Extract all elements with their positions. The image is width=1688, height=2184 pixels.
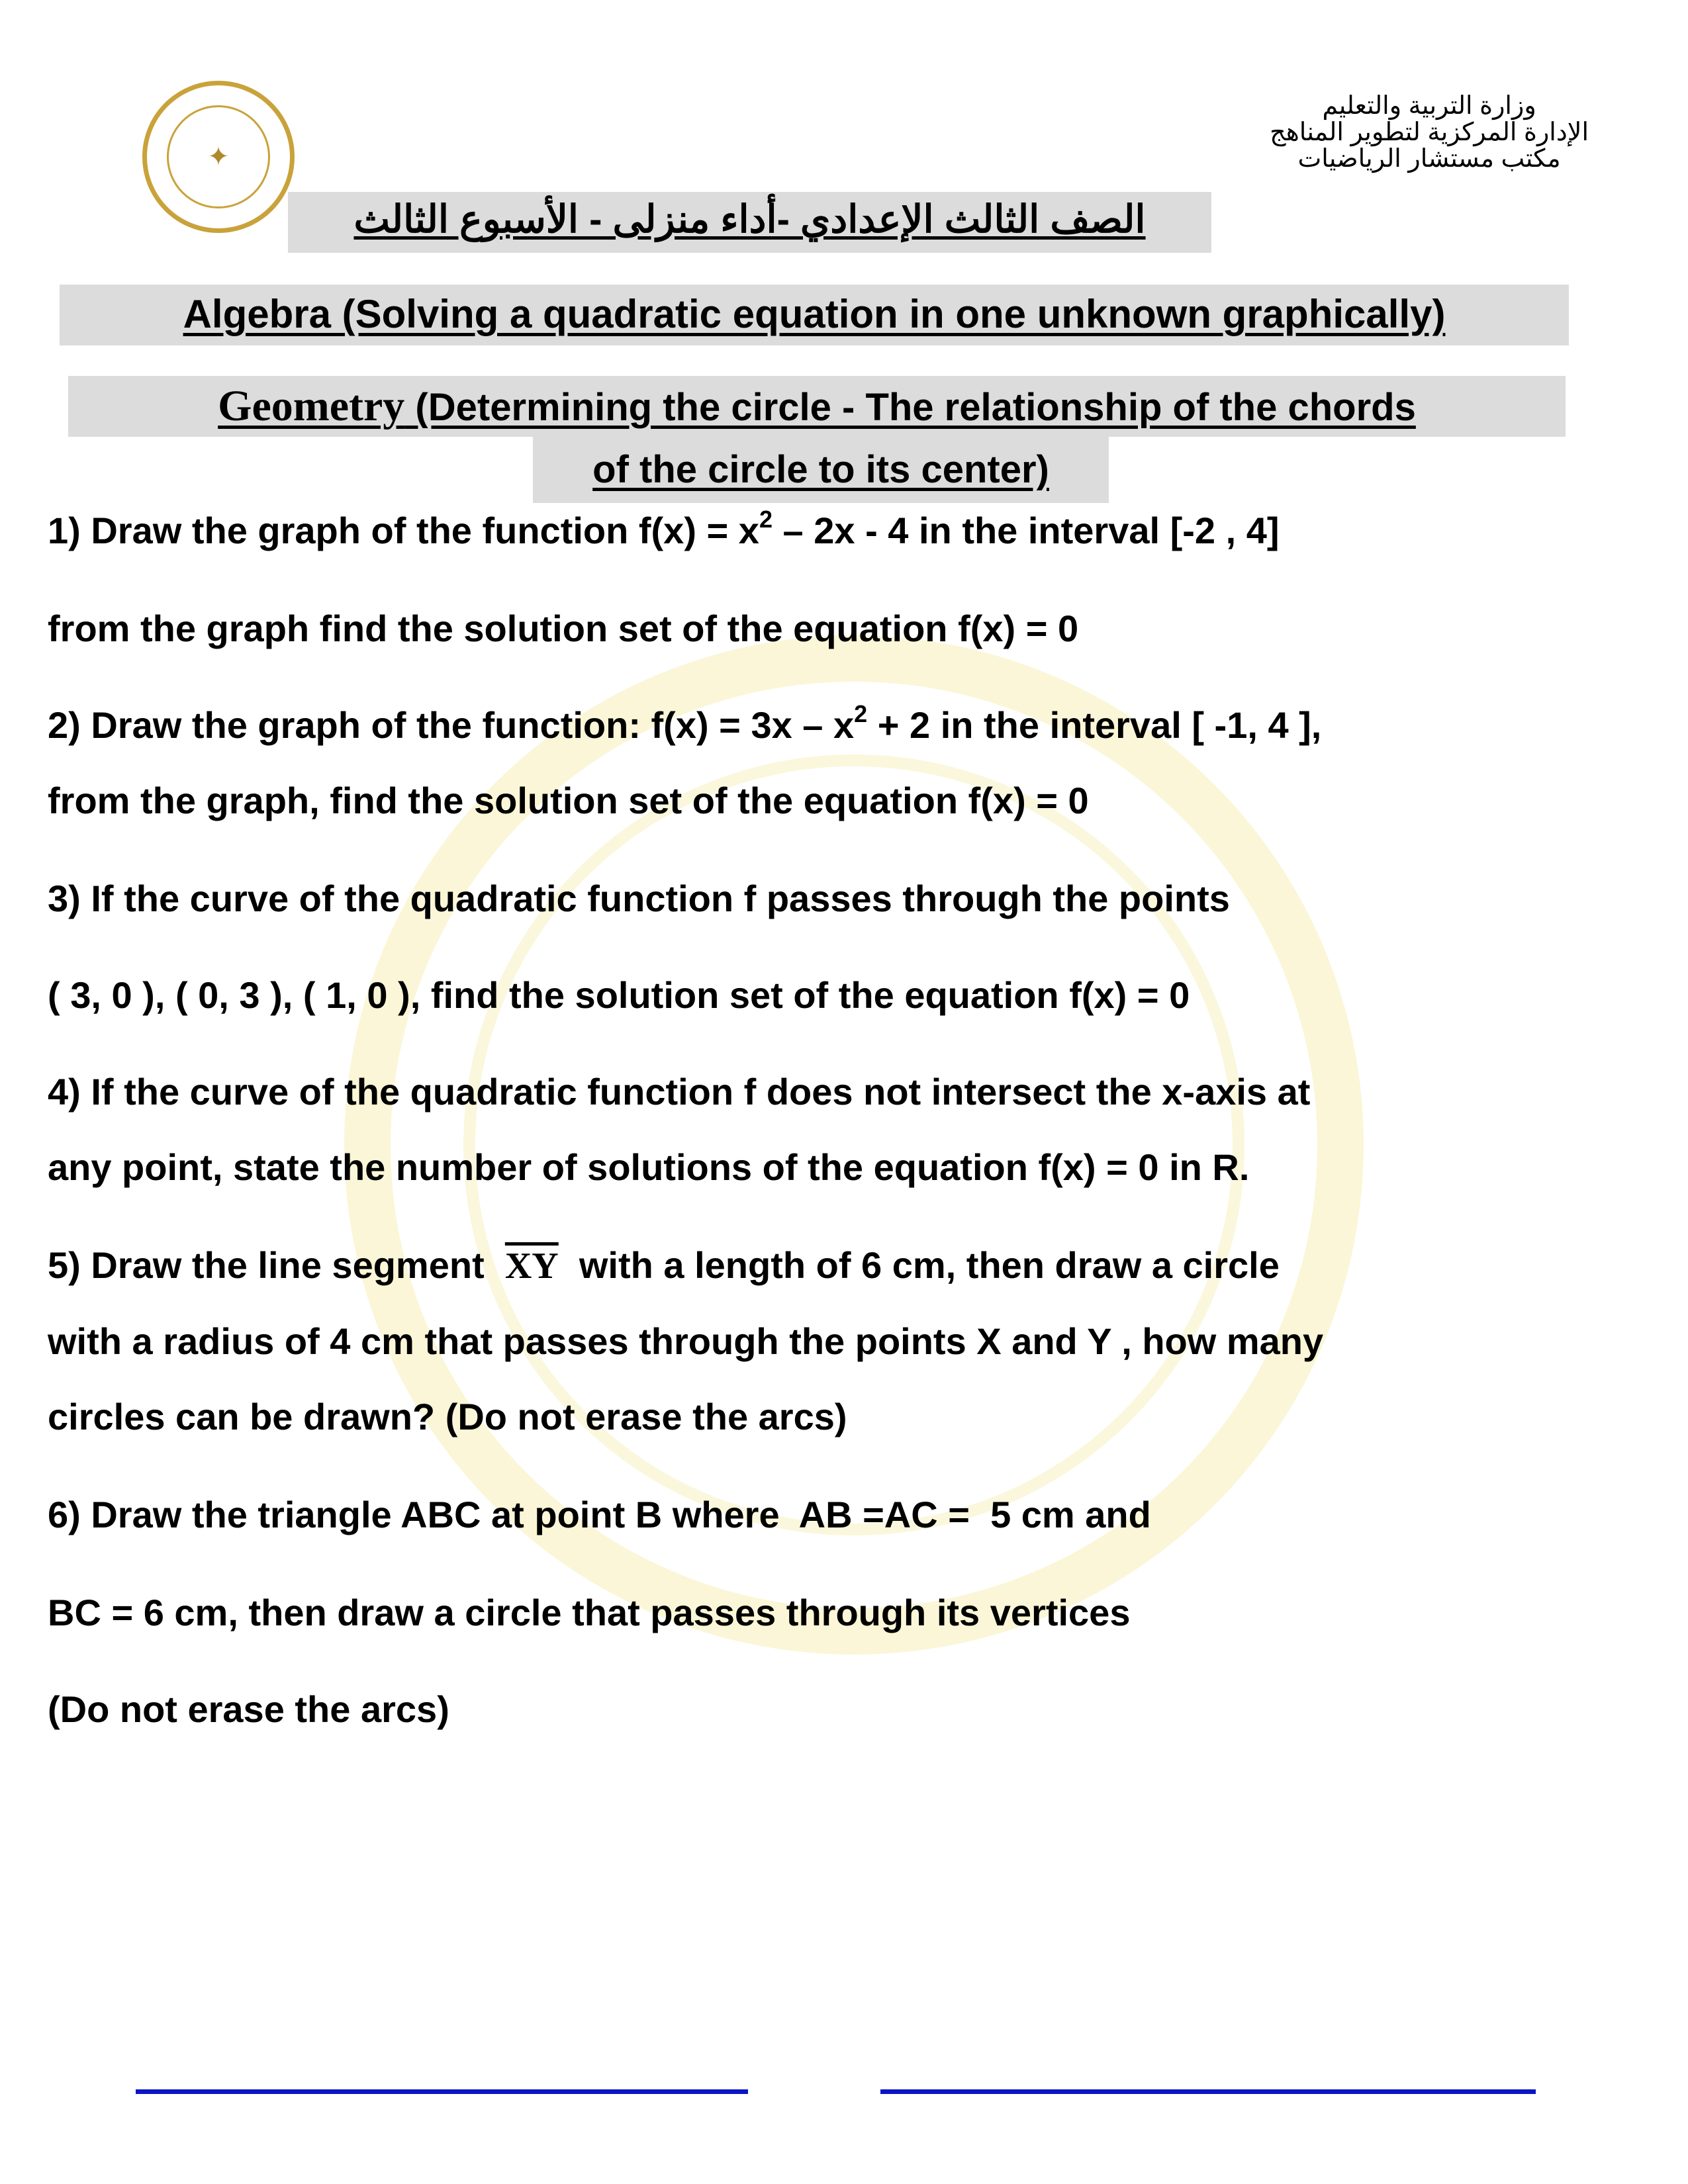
question-2 [48, 700, 1322, 747]
question-3: 3) If the curve of the quadratic function f passes through the points [48, 878, 1230, 919]
question-6-line2: BC = 6 cm, then draw a circle that passes through its vertices [48, 1592, 1131, 1633]
question-5-line3: circles can be drawn? (Do not erase the arcs) [48, 1396, 847, 1437]
question-5-line2: with a radius of 4 cm that passes through the points X and Y , how many [48, 1320, 1324, 1362]
geometry-heading [68, 376, 1566, 437]
footer-line-left [136, 2089, 748, 2094]
q5-text-end: with a length of 6 cm, then draw a circle [558, 1244, 1280, 1286]
q2-text-end: + 2 in the interval [ -1, 4 ], [867, 704, 1322, 746]
ministry-line: مكتب مستشار الرياضيات [1297, 145, 1561, 173]
geometry-heading-line2: of the circle to its center) [533, 437, 1109, 503]
question-5 [48, 1244, 1280, 1287]
ministry-line: وزارة التربية والتعليم [1322, 92, 1536, 120]
question-6: 6) Draw the triangle ABC at point B where AB =AC = 5 cm and [48, 1494, 1151, 1535]
ministry-header [1270, 93, 1589, 172]
ministry-logo [142, 81, 295, 233]
q1-exponent: 2 [759, 506, 773, 533]
eagle-emblem-icon: ✦ [167, 105, 270, 208]
q2-text: 2) Draw the graph of the function: f(x) = 3x – x [48, 704, 855, 746]
q1-text-end: – 2x - 4 in the interval [-2 , 4] [772, 510, 1280, 551]
question-1-line2: from the graph find the solution set of the equation f(x) = 0 [48, 608, 1079, 649]
q1-text: 1) Draw the graph of the function f(x) = x [48, 510, 759, 551]
question-6-line3: (Do not erase the arcs) [48, 1688, 449, 1730]
footer-line-right [880, 2089, 1536, 2094]
geometry-heading-rest: (Determining the circle - The relationship of the chords [404, 386, 1416, 429]
q5-text: 5) Draw the line segment [48, 1244, 505, 1286]
arabic-title: الصف الثالث الإعدادي -أداء منزلى - الأسبوع الثالث [288, 192, 1211, 253]
question-4: 4) If the curve of the quadratic function f does not intersect the x-axis at [48, 1071, 1311, 1113]
geometry-word: Geometry [218, 382, 405, 430]
question-1 [48, 506, 1280, 552]
q2-exponent: 2 [854, 700, 868, 727]
ministry-line: الإدارة المركزية لتطوير المناهج [1270, 118, 1589, 146]
question-4-line2: any point, state the number of solutions of the equation f(x) = 0 in R. [48, 1146, 1250, 1188]
algebra-heading: Algebra (Solving a quadratic equation in one unknown graphically) [60, 285, 1569, 345]
question-2-line2: from the graph, find the solution set of the equation f(x) = 0 [48, 780, 1089, 821]
segment-xy: $\overline{XY}$ [504, 1246, 559, 1287]
question-3-line2: ( 3, 0 ), ( 0, 3 ), ( 1, 0 ), find the solution set of the equation f(x) = 0 [48, 974, 1190, 1016]
